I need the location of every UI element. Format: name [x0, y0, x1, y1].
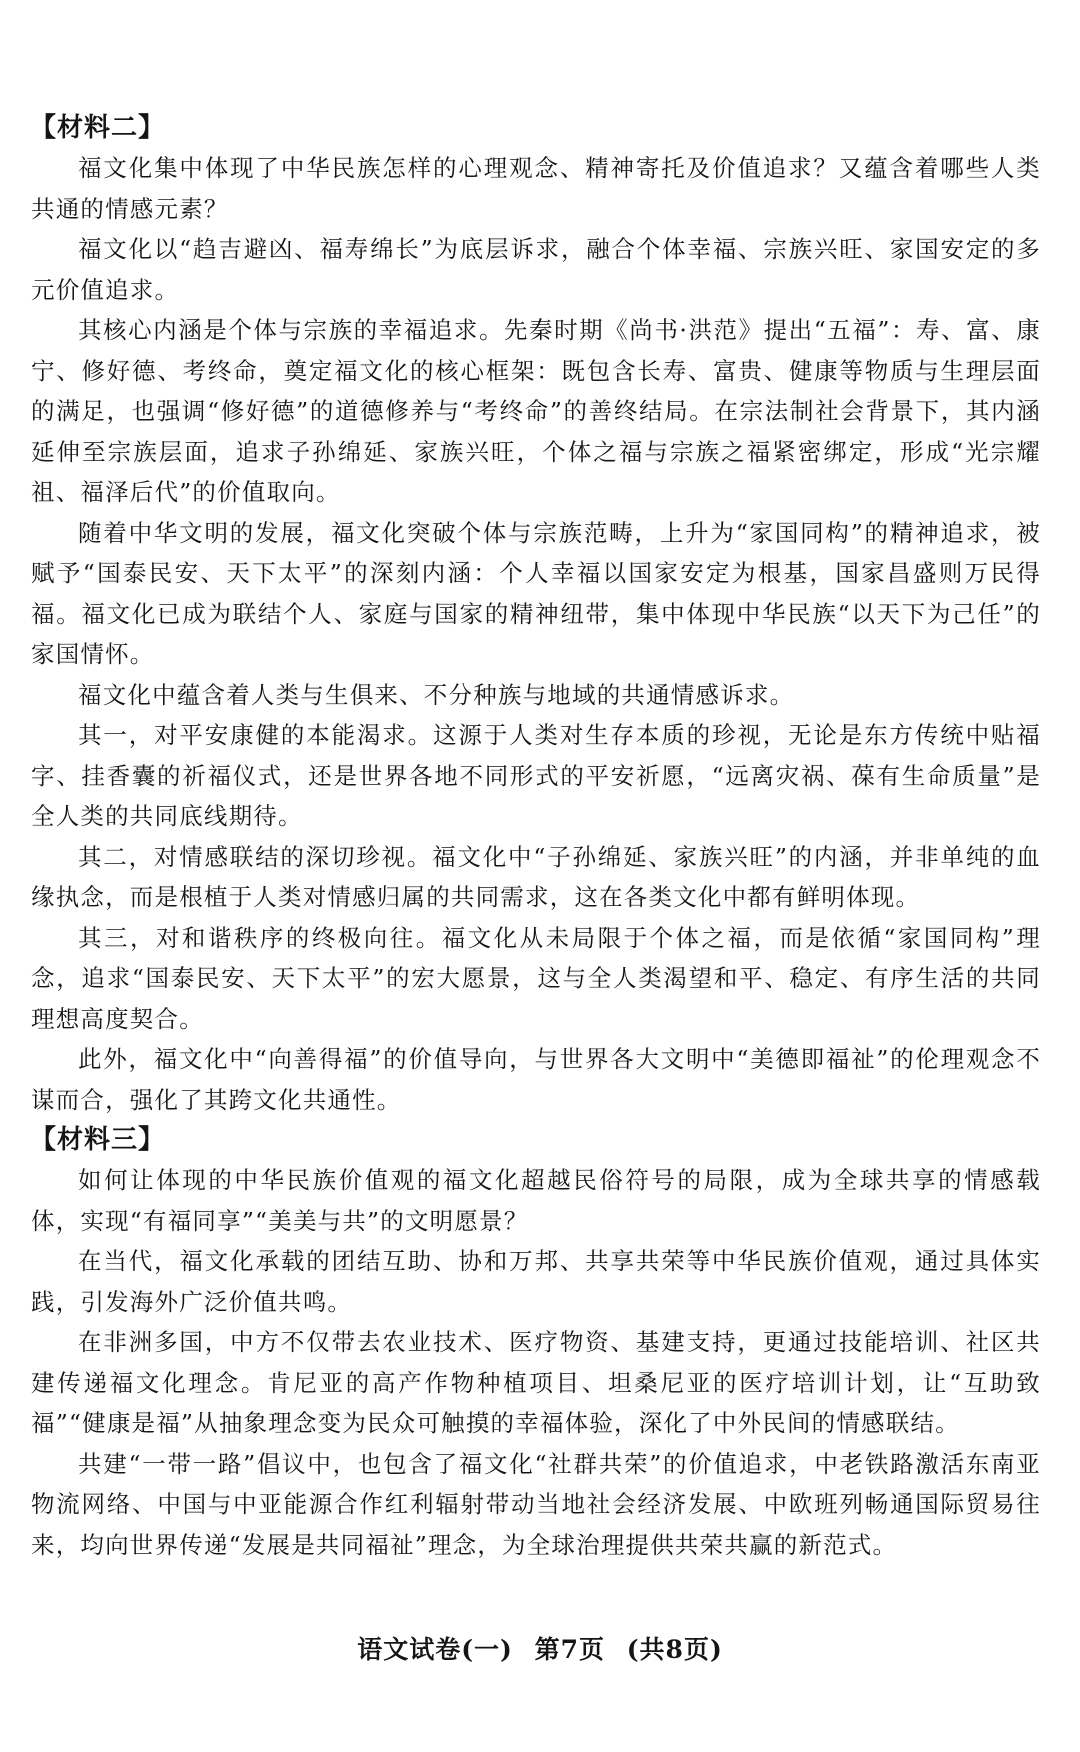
material-2-paragraph: 福文化以“趋吉避凶、福寿绵长”为底层诉求，融合个体幸福、宗族兴旺、家国安定的多元价值追求。: [31, 235, 1041, 304]
material-2-paragraph: 福文化集中体现了中华民族怎样的心理观念、精神寄托及价值追求？又蕴含着哪些人类共通的情感元素？: [31, 154, 1041, 223]
material-3-paragraph: 在当代，福文化承载的团结互助、协和万邦、共享共荣等中华民族价值观，通过具体实践，引发海外广泛价值共鸣。: [31, 1247, 1041, 1316]
material-2-paragraph: 其一，对平安康健的本能渴求。这源于人类对生存本质的珍视，无论是东方传统中贴福字、挂香囊的祈福仪式，还是世界各地不同形式的平安祈愿，“远离灾祸、葆有生命质量”是全人类的共同底线期待。: [31, 721, 1041, 830]
total-pages: (共8页): [626, 1635, 723, 1664]
material-2-heading: 【材料二】: [30, 113, 166, 143]
material-3-paragraph: 如何让体现的中华民族价值观的福文化超越民俗符号的局限，成为全球共享的情感载体，实现“有福同享”“美美与共”的文明愿景？: [31, 1166, 1041, 1235]
material-2-paragraph: 此外，福文化中“向善得福”的价值导向，与世界各大文明中“美德即福祉”的伦理观念不谋而合，强化了其跨文化共通性。: [31, 1045, 1041, 1114]
material-2-paragraph: 其核心内涵是个体与宗族的幸福追求。先秦时期《尚书·洪范》提出“五福”：寿、富、康宁、修好德、考终命，奠定福文化的核心框架：既包含长寿、富贵、健康等物质与生理层面的满足，也强调“修好德”的道德修养与“考终命”的善终结局。在宗法制社会背景下，其内涵延伸至宗族层面，追求子孙绵延、家族兴旺，个体之福与宗族之福紧密绑定，形成“光宗耀祖、福泽后代”的价值取向。: [31, 316, 1041, 506]
material-2-section: [31, 108, 1041, 1120]
material-3-paragraph: 在非洲多国，中方不仅带去农业技术、医疗物资、基建支持，更通过技能培训、社区共建传递福文化理念。肯尼亚的高产作物种植项目、坦桑尼亚的医疗培训计划，让“互助致福”“健康是福”从抽象理念变为民众可触摸的幸福体验，深化了中外民间的情感联结。: [31, 1328, 1041, 1437]
material-3-paragraph: 共建“一带一路”倡议中，也包含了福文化“社群共荣”的价值追求，中老铁路激活东南亚物流网络、中国与中亚能源合作红利辐射带动当地社会经济发展、中欧班列畅通国际贸易往来，均向世界传递“发展是共同福祉”理念，为全球治理提供共荣共赢的新范式。: [31, 1449, 1041, 1559]
material-2-paragraph: 福文化中蕴含着人类与生俱来、不分种族与地域的共通情感诉求。: [78, 680, 795, 709]
material-2-paragraph: 随着中华文明的发展，福文化突破个体与宗族范畴，上升为“家国同构”的精神追求，被赋予“国泰民安、天下太平”的深刻内涵：个人幸福以国家安定为根基，国家昌盛则万民得福。福文化已成为联结个人、家庭与国家的精神纽带，集中体现中华民族“以天下为己任”的家国情怀。: [31, 518, 1041, 668]
page-number: 第7页: [534, 1635, 605, 1664]
exam-page-content: [31, 108, 1041, 1565]
material-2-paragraph: 其三，对和谐秩序的终极向往。福文化从未局限于个体之福，而是依循“家国同构”理念，追求“国泰民安、天下太平”的宏大愿景，这与全人类渴望和平、稳定、有序生活的共同理想高度契合。: [31, 923, 1041, 1033]
exam-title: 语文试卷(一): [357, 1635, 513, 1664]
page-footer: [0, 1630, 1080, 1666]
material-3-heading: 【材料三】: [30, 1125, 166, 1155]
material-3-section: [31, 1120, 1041, 1565]
material-2-paragraph: 其二，对情感联结的深切珍视。福文化中“子孙绵延、家族兴旺”的内涵，并非单纯的血缘执念，而是根植于人类对情感归属的共同需求，这在各类文化中都有鲜明体现。: [31, 842, 1041, 911]
